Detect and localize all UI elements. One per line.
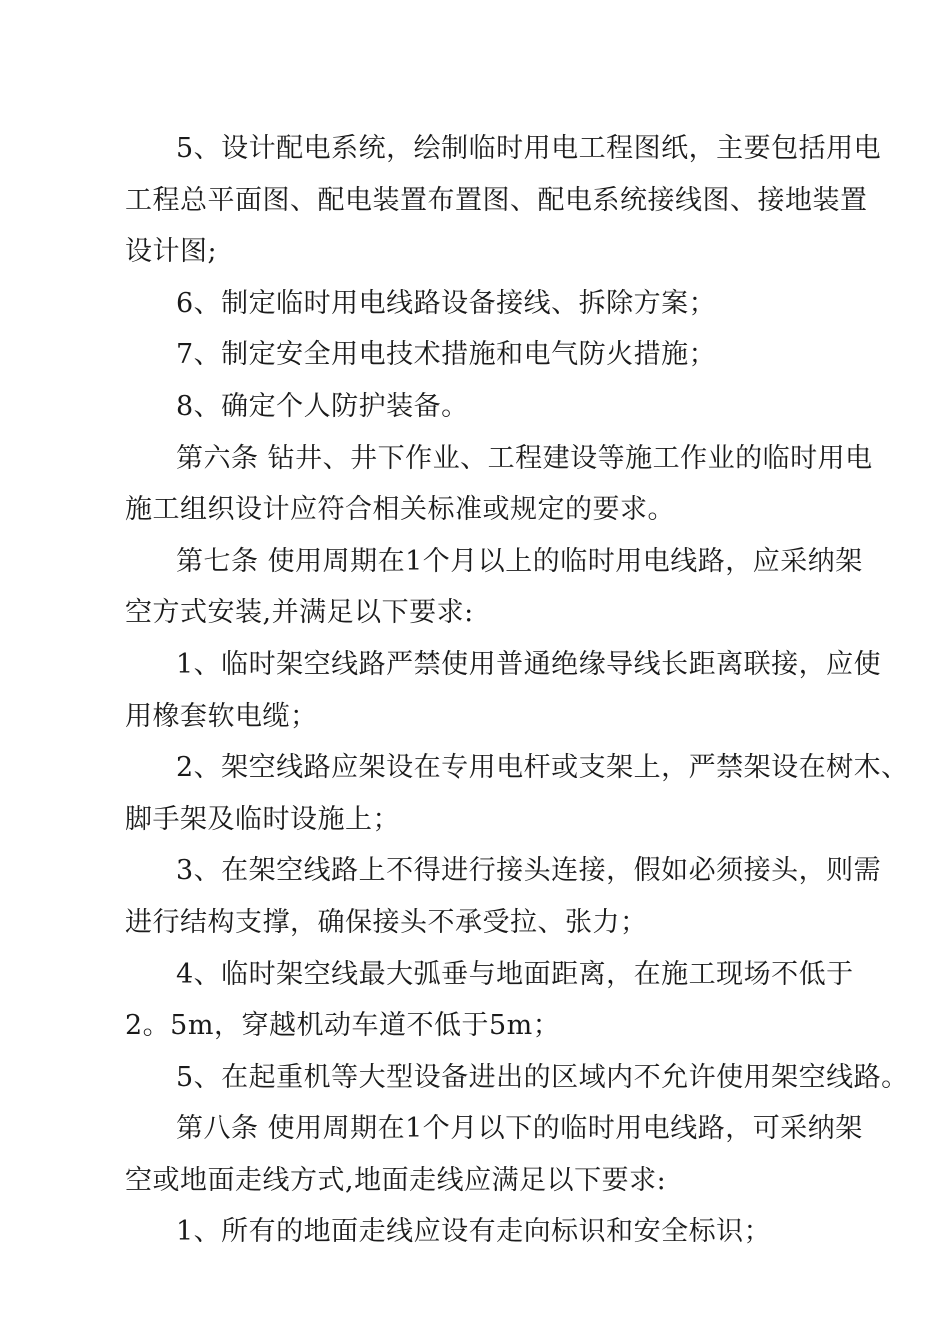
- text-line: 6、制定临时用电线路设备接线、拆除方案；: [176, 287, 717, 319]
- text-line: 2。5m，穿越机动车道不低于5m；: [125, 1010, 561, 1042]
- text-line: 5、设计配电系统，绘制临时用电工程图纸，主要包括用电: [176, 133, 882, 164]
- text-line: 进行结构支撑，确保接头不承受拉、张力；: [125, 906, 648, 938]
- document-body: [125, 123, 909, 1258]
- text-line: 工程总平面图、配电装置布置图、配电系统接线图、接地装置: [125, 184, 868, 216]
- text-line: 第八条 使用周期在1个月以下的临时用电线路，可采纳架: [176, 1113, 863, 1145]
- text-line: 施工组织设计应符合相关标准或规定的要求。: [125, 494, 675, 526]
- text-line: 1、临时架空线路严禁使用普通绝缘导线长距离联接，应使: [176, 648, 882, 680]
- text-line: 7、制定安全用电技术措施和电气防火措施；: [176, 339, 717, 371]
- text-line: 5、在起重机等大型设备进出的区域内不允许使用架空线路。: [176, 1061, 909, 1093]
- text-line: 第六条 钻井、井下作业、工程建设等施工作业的临时用电: [176, 442, 873, 474]
- text-line: 第七条 使用周期在1个月以上的临时用电线路，应采纳架: [176, 545, 863, 577]
- text-line: 8、确定个人防护装备。: [176, 390, 469, 422]
- text-line: 空或地面走线方式,地面走线应满足以下要求:: [125, 1164, 667, 1196]
- text-line: 3、在架空线路上不得进行接头连接，假如必须接头，则需: [176, 855, 882, 887]
- text-line: 设计图;: [125, 236, 218, 268]
- text-line: 用橡套软电缆；: [125, 700, 318, 732]
- text-line: 空方式安装,并满足以下要求:: [125, 597, 474, 629]
- text-line: 2、架空线路应架设在专用电杆或支架上，严禁架设在树木、: [176, 752, 909, 784]
- text-line: 1、所有的地面走线应设有走向标识和安全标识；: [176, 1216, 772, 1248]
- text-line: 脚手架及临时设施上；: [125, 803, 400, 835]
- text-line: 4、临时架空线最大弧垂与地面距离，在施工现场不低于: [176, 958, 854, 990]
